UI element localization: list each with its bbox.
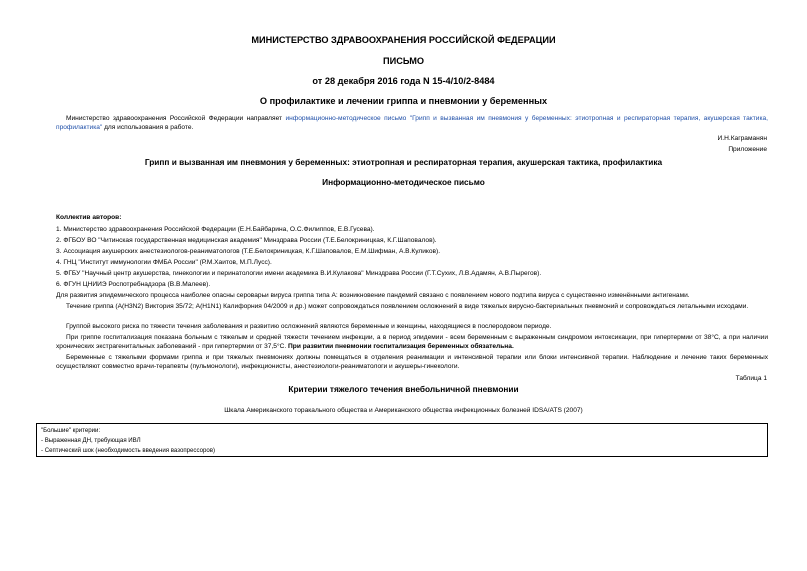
- letter-link[interactable]: информационно-методическое письмо "Грипп и вызванная им пневмония у беременных: этиотропная и респираторная терапия, акушерская тактика, профилактика": [56, 115, 768, 131]
- authors-heading: Коллектив авторов:: [56, 214, 122, 221]
- author-item: 1. Министерство здравоохранения Российской Федерации (Е.Н.Байбарина, О.С.Филиппов, Е.В.Гусева).: [56, 226, 375, 233]
- author-item: 4. ГНЦ "Институт иммунологии ФМБА России" (Р.М.Хаитов, М.П.Лусс).: [56, 259, 272, 266]
- hospitalization-text: При гриппе госпитализация показана больным с тяжелым и средней тяжести течением инфекции, а в период эпидемии - всем беременным с выраженным синдромом интоксикации, при гипертермии от 38°С, а при наличии хронических экстрагенитальных заболеваний - при гипертермии от 37,5°С.: [56, 334, 768, 350]
- intro-paragraph: [56, 114, 768, 132]
- paragraph-risk-group: Группой высокого риска по тяжести течения заболевания и развитию осложнений являются беременные и женщины, находящиеся в послеродовом периоде.: [66, 323, 552, 330]
- attachment-subtitle: Информационно-методическое письмо: [322, 177, 485, 187]
- table-title: Критерии тяжелого течения внебольничной пневмонии: [288, 384, 519, 394]
- table-row: "Большие" критерии:: [41, 427, 101, 434]
- table-row: - Септический шок (необходимость введения вазопрессоров): [41, 447, 216, 454]
- table-row: - Выраженная ДН, требующая ИВЛ: [41, 437, 141, 444]
- document-type: ПИСЬМО: [382, 56, 425, 66]
- paragraph-serovars: Для развития эпидемического процесса наиболее опасны сероварьи вируса гриппа типа А: возникновение пандемий связано с появлением нового подтипа вируса с существенно изменёнными антигенами.: [56, 292, 690, 299]
- attachment-title: Грипп и вызванная им пневмония у беременных: этиотропная и респираторная терапия, акушерская тактика, профилактика: [144, 157, 663, 167]
- paragraph-intensive-care: Беременные с тяжелыми формами гриппа и при тяжелых пневмониях должны помещаться в отделения реанимации и интенсивной терапии или блоки интенсивной терапии. Наблюдение и лечение таких беременных осуществляют совместно врачи-терапевты (пульмонологи), инфекционисты, анестезиологи-реаниматологи и акушеры-гинекологи.: [56, 354, 768, 370]
- appendix-label: Приложение: [728, 146, 767, 153]
- intro-text-before: Министерство здравоохранения Российской Федерации направляет: [66, 115, 286, 122]
- signature: И.Н.Каграманян: [717, 135, 767, 142]
- author-item: 6. ФГУН ЦНИИЭ Роспотребнадзора (В.В.Малеев).: [56, 281, 211, 288]
- paragraph-hospitalization: [56, 333, 768, 351]
- author-item: 2. ФГБОУ ВО "Читинская государственная медицинская академия" Минздрава России (Т.Е.Белокриницкая, К.Г.Шаповалов).: [56, 237, 437, 244]
- criteria-table: [36, 423, 768, 457]
- author-item: 5. ФГБУ "Научный центр акушерства, гинекологии и перинатологии имени академика В.И.Кулакова" Минздрава России (Г.Т.Сухих, Л.В.Адамян, А.В.Пырегов).: [56, 270, 542, 277]
- author-item: 3. Ассоциация акушерских анестезиологов-реаниматологов (Т.Е.Белокриницкая, К.Г.Шаповалов, Е.М.Шифман, А.В.Куликов).: [56, 248, 441, 255]
- table-number: Таблица 1: [735, 375, 767, 382]
- table-caption: Шкала Американского торакального общества и Американского общества инфекционных болезней IDSA/ATS (2007): [224, 407, 583, 414]
- hospitalization-emphasis: При развитии пневмонии госпитализация беременных обязательна.: [288, 343, 514, 350]
- document-subject: О профилактике и лечении гриппа и пневмонии у беременных: [259, 96, 548, 106]
- ministry-title: МИНИСТЕРСТВО ЗДРАВООХРАНЕНИЯ РОССИЙСКОЙ ФЕДЕРАЦИИ: [251, 35, 556, 45]
- document-date-number: от 28 декабря 2016 года N 15-4/10/2-8484: [312, 76, 495, 86]
- intro-text-after: для использования в работе.: [102, 124, 194, 131]
- paragraph-course: Течение гриппа (A(H3N2) Виктория 35/72; A(H1N1) Калифорния 04/2009 и др.) может сопровождаться появлением осложнений в виде тяжелых вирусно-бактериальных пневмоний и сопровождаться летальными исходами.: [66, 303, 749, 310]
